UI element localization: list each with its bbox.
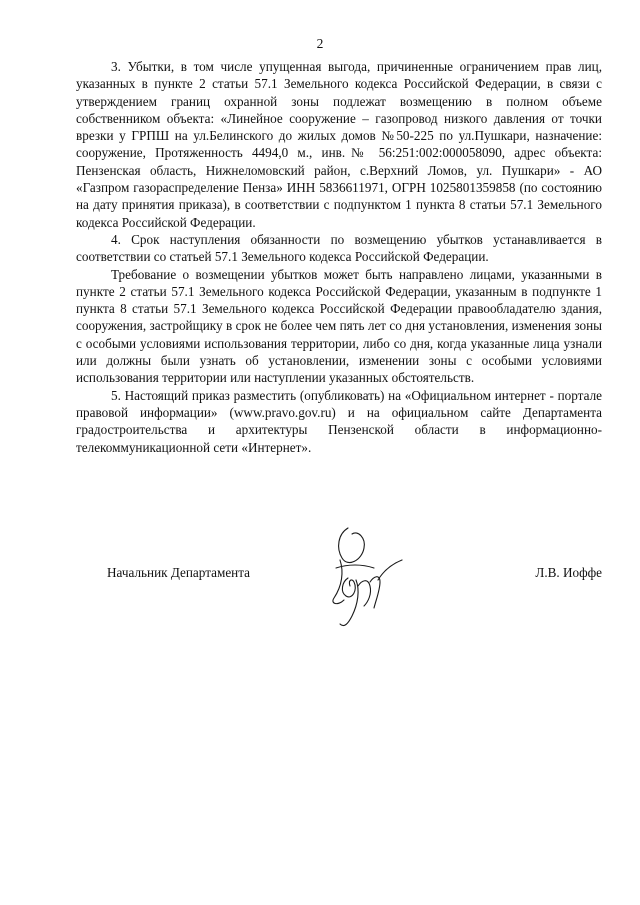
page-number: 2 <box>316 36 324 51</box>
paragraph-damage-claim: Требование о возмещении убытков может быть направлено лицами, указанными в пункте 2 статьи 57.1 Земельного кодекса Российской Федерации, указанным в подпункте 1 пункта 8 статьи 57.1 Земельного кодекса Российской Федерации правообладателю здания, сооружения, застройщику в срок не более чем пять лет со дня установления, изменения зоны с особыми условиями использования территории, либо со дня, когда указанные лица узнали или должны были узнать об установлении, изменении зоны с особыми условиями использования территории или наступлении указанных обстоятельств. <box>76 266 602 386</box>
signatory-title: Начальник Департамента <box>107 565 251 580</box>
paragraph-item-5: 5. Настоящий приказ разместить (опубликовать) на «Официальном интернет - портале правовой информации» (www.pravo.gov.ru) и на официальном сайте Департамента градостроительства и архитектуры Пензенской области в информационно-телекоммуникационной сети «Интернет». <box>76 387 602 455</box>
paragraph-item-3: 3. Убытки, в том числе упущенная выгода, причиненные ограничением прав лиц, указанных в пункте 2 статьи 57.1 Земельного кодекса Российской Федерации, в связи с утверждением границ охранной зоны подлежат возмещению в полном объеме собственником объекта: «Линейное сооружение – газопровод низкого давления от точки врезки у ГРПШ на ул.Белинского до жилых домов №50-225 по ул.Пушкари, назначение: сооружение, Протяженность 4494,0 м., инв.№ 56:251:002:000058090, адрес объекта: Пензенская область, Нижнеломовский район, с.Верхний Ломов, ул. Пушкари» - АО «Газпром газораспределение Пенза» ИНН 5836611971, ОГРН 1025801359858 (по состоянию на дату принятия приказа), в соответствии с подпунктом 1 пункта 8 статьи 57.1 Земельного кодекса Российской Федерации. <box>76 59 602 230</box>
signatory-name: Л.В. Иоффе <box>535 565 602 580</box>
document-body <box>76 58 602 456</box>
handwritten-signature <box>318 520 408 630</box>
paragraph-item-4: 4. Срок наступления обязанности по возмещению убытков устанавливается в соответствии со статьей 57.1 Земельного кодекса Российской Федерации. <box>76 231 602 265</box>
